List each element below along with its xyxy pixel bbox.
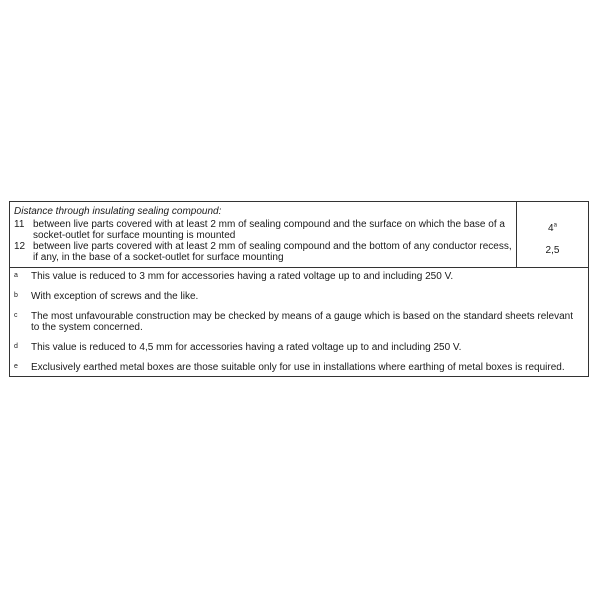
section-heading: Distance through insulating sealing compound:	[14, 206, 222, 217]
footnote-text: This value is reduced to 4,5 mm for accessories having a rated voltage up to and including 250 V.	[31, 342, 462, 353]
footnote-text: With exception of screws and the like.	[31, 291, 199, 302]
row-number: 12	[14, 241, 26, 252]
row-description: between live parts covered with at least 2 mm of sealing compound and the bottom of any conductor recess, if any, in the base of a socket-outlet for surface mounting	[33, 241, 512, 263]
table-body-row	[10, 202, 588, 268]
row-value	[517, 223, 588, 245]
value-footnote-mark: a	[553, 222, 557, 229]
value-cell	[517, 202, 588, 267]
footnote-letter: d	[14, 343, 18, 350]
description-cell	[10, 202, 517, 267]
footnote-text: Exclusively earthed metal boxes are those suitable only for use in installations where earthing of metal boxes is required.	[31, 362, 565, 373]
distance-table	[9, 201, 589, 377]
footnote	[14, 362, 584, 373]
footnote-text: This value is reduced to 3 mm for accessories having a rated voltage up to and including 250 V.	[31, 271, 454, 282]
row-description: between live parts covered with at least 2 mm of sealing compound and the surface on which the base of a socket-outlet for surface mounting is mounted	[33, 219, 505, 241]
value-number: 4	[548, 223, 554, 234]
footnote	[14, 271, 584, 282]
row-number: 11	[14, 219, 25, 230]
footnote-letter: c	[14, 312, 18, 319]
row-value	[517, 245, 588, 267]
footnote-letter: a	[14, 272, 18, 279]
footnotes	[10, 268, 588, 376]
value-number: 2,5	[545, 245, 560, 256]
table-row	[14, 219, 512, 241]
table-row	[14, 241, 512, 263]
footnote-text: The most unfavourable construction may be checked by means of a gauge which is based on the standard sheets relevant to the system concerned.	[31, 311, 573, 333]
footnote-letter: e	[14, 363, 18, 370]
footnote	[14, 311, 584, 333]
footnote	[14, 342, 584, 353]
footnote	[14, 291, 584, 302]
footnote-letter: b	[14, 292, 18, 299]
